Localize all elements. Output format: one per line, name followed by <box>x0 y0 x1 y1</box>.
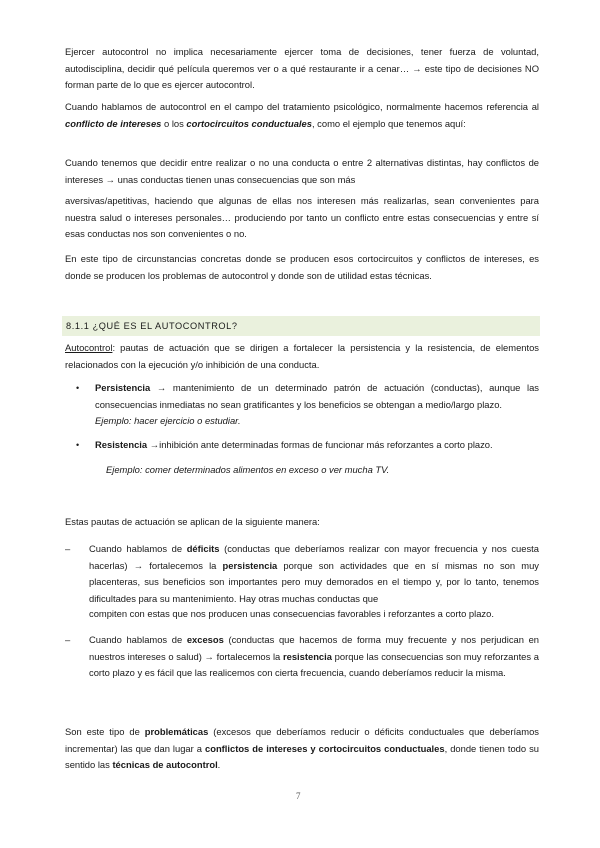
bullet-marker: • <box>76 440 80 450</box>
term-cortocircuitos-conductuales: cortocircuitos conductuales <box>186 117 312 129</box>
dash-item-excesos <box>65 632 539 682</box>
definition-text: : pautas de actuación que se dirigen a fortalecer la persistencia y la resistencia, de elementos relacionados con la ejecución y/o inhibición de una conducta. <box>65 342 539 370</box>
page-number: 7 <box>296 791 301 801</box>
paragraph-2-text-a: Cuando hablamos de autocontrol en el campo del tratamiento psicológico, normalmente hacemos referencia al <box>65 101 539 112</box>
definition-paragraph <box>65 340 539 373</box>
definition-term: Autocontrol <box>65 342 113 353</box>
paragraph-3 <box>65 155 539 188</box>
bullet-example-persistencia: Ejemplo: hacer ejercicio o estudiar. <box>95 415 241 426</box>
paragraph-4-text: aversivas/apetitivas, haciendo que algunas de ellas nos interesen más realizarlas, sean convenientes para nuestra salud o intereses personales… produciendo por tanto un conflicto entre estas consecuencias y entre sí esas conductas nos son convenientes o no. <box>65 195 539 239</box>
paragraph-4 <box>65 193 539 243</box>
bullet-persistencia <box>76 380 539 430</box>
dash-marker: – <box>65 543 71 554</box>
bullet-marker: • <box>76 383 80 393</box>
paragraph-2-text-c: , como el ejemplo que tenemos aquí: <box>311 117 466 129</box>
intro-text: Estas pautas de actuación se aplican de la siguiente manera: <box>65 516 320 527</box>
bullet-term-persistencia: Persistencia <box>95 382 151 393</box>
closing-text-a: Son este tipo de <box>65 726 145 737</box>
term-tecnicas-de-autocontrol: técnicas de autocontrol <box>112 759 218 770</box>
bullet-example-resistencia: Ejemplo: comer determinados alimentos en exceso o ver mucha TV. <box>106 464 390 475</box>
paragraph-2-text-b: o los <box>161 117 187 129</box>
term-excesos: excesos <box>186 634 224 645</box>
paragraph-5 <box>65 251 539 284</box>
paragraph-3-text: Cuando tenemos que decidir entre realizar o no una conducta o entre 2 alternativas distintas, hay conflictos de intereses → unas conductas tienen unas consecuencias que son más <box>65 157 539 185</box>
bullet-text-persistencia: → mantenimiento de un determinado patrón de actuación (conductas), aunque las consecuencias inmediatas no sean gratificantes y los beneficios se obtengan a medio/largo plazo. <box>95 382 539 410</box>
bullet-resistencia <box>76 437 539 454</box>
paragraph-1 <box>65 44 539 94</box>
dash-1-text-c: porque son actividades que en sí mismas no son muy placenteras, sus beneficios son importantes pero muy demorados en el tiempo y, por lo tanto, tenemos dificultades para su mantenimiento. Hay otras muchas conductas que <box>89 559 539 604</box>
dash-2-text-a: Cuando hablamos de <box>89 634 187 645</box>
closing-text-c: , donde tienen todo su sentido las <box>65 742 539 770</box>
term-deficits: déficits <box>186 543 220 554</box>
intro-paragraph <box>65 514 539 531</box>
dash-1-text-a: Cuando hablamos de <box>89 543 187 554</box>
bullet-term-resistencia: Resistencia <box>95 439 148 450</box>
term-resistencia: resistencia <box>282 650 332 662</box>
closing-text-d: . <box>217 759 221 770</box>
dash-marker: – <box>65 634 71 645</box>
bullet-text-resistencia: →inhibición ante determinadas formas de funcionar más reforzantes a corto plazo. <box>147 439 493 450</box>
section-heading: 8.1.1 ¿QUÉ ES EL AUTOCONTROL? <box>62 316 540 336</box>
dash-2-text-b: (conductas que hacemos de forma muy frecuente y nos perjudican en nuestros intereses o salud) → fortalecemos la <box>89 634 539 662</box>
term-conflicto-de-intereses: conflicto de intereses <box>65 117 162 129</box>
closing-paragraph <box>65 724 539 774</box>
dash-1-text-b: (conductas que deberíamos realizar con mayor frecuencia y nos cuesta hacerlas) → fortalecemos la <box>89 543 539 571</box>
dash-item-deficits-continued <box>89 606 539 623</box>
term-problematicas: problemáticas <box>144 726 209 737</box>
term-conflictos-cortocircuitos: conflictos de intereses y cortocircuitos conductuales <box>205 742 445 754</box>
dash-2-text-c: porque las consecuencias son muy reforzantes a corto plazo y es fácil que las realicemos con cierta frecuencia, cuando deberíamos reducir la misma. <box>89 650 539 678</box>
paragraph-5-text: En este tipo de circunstancias concretas donde se producen esos cortocircuitos y conflictos de intereses, es donde se producen los problemas de autocontrol y donde son de utilidad estas técnicas. <box>65 253 539 281</box>
term-persistencia: persistencia <box>222 559 278 571</box>
dash-1-continuation: compiten con estas que nos producen unas consecuencias favorables i reforzantes a corto plazo. <box>89 608 494 619</box>
dash-item-deficits <box>65 541 539 607</box>
paragraph-1-text: Ejercer autocontrol no implica necesariamente ejercer toma de decisiones, tener fuerza de voluntad, autodisciplina, decidir qué película queremos ver o a qué restaurante ir a cenar… → este tipo de decisiones NO forman parte de lo que es ejercer autocontrol. <box>65 46 539 90</box>
closing-text-b: (excesos que deberíamos reducir o déficits conductuales que deberíamos incrementar) las que dan lugar a <box>65 726 539 754</box>
paragraph-2 <box>65 99 539 132</box>
